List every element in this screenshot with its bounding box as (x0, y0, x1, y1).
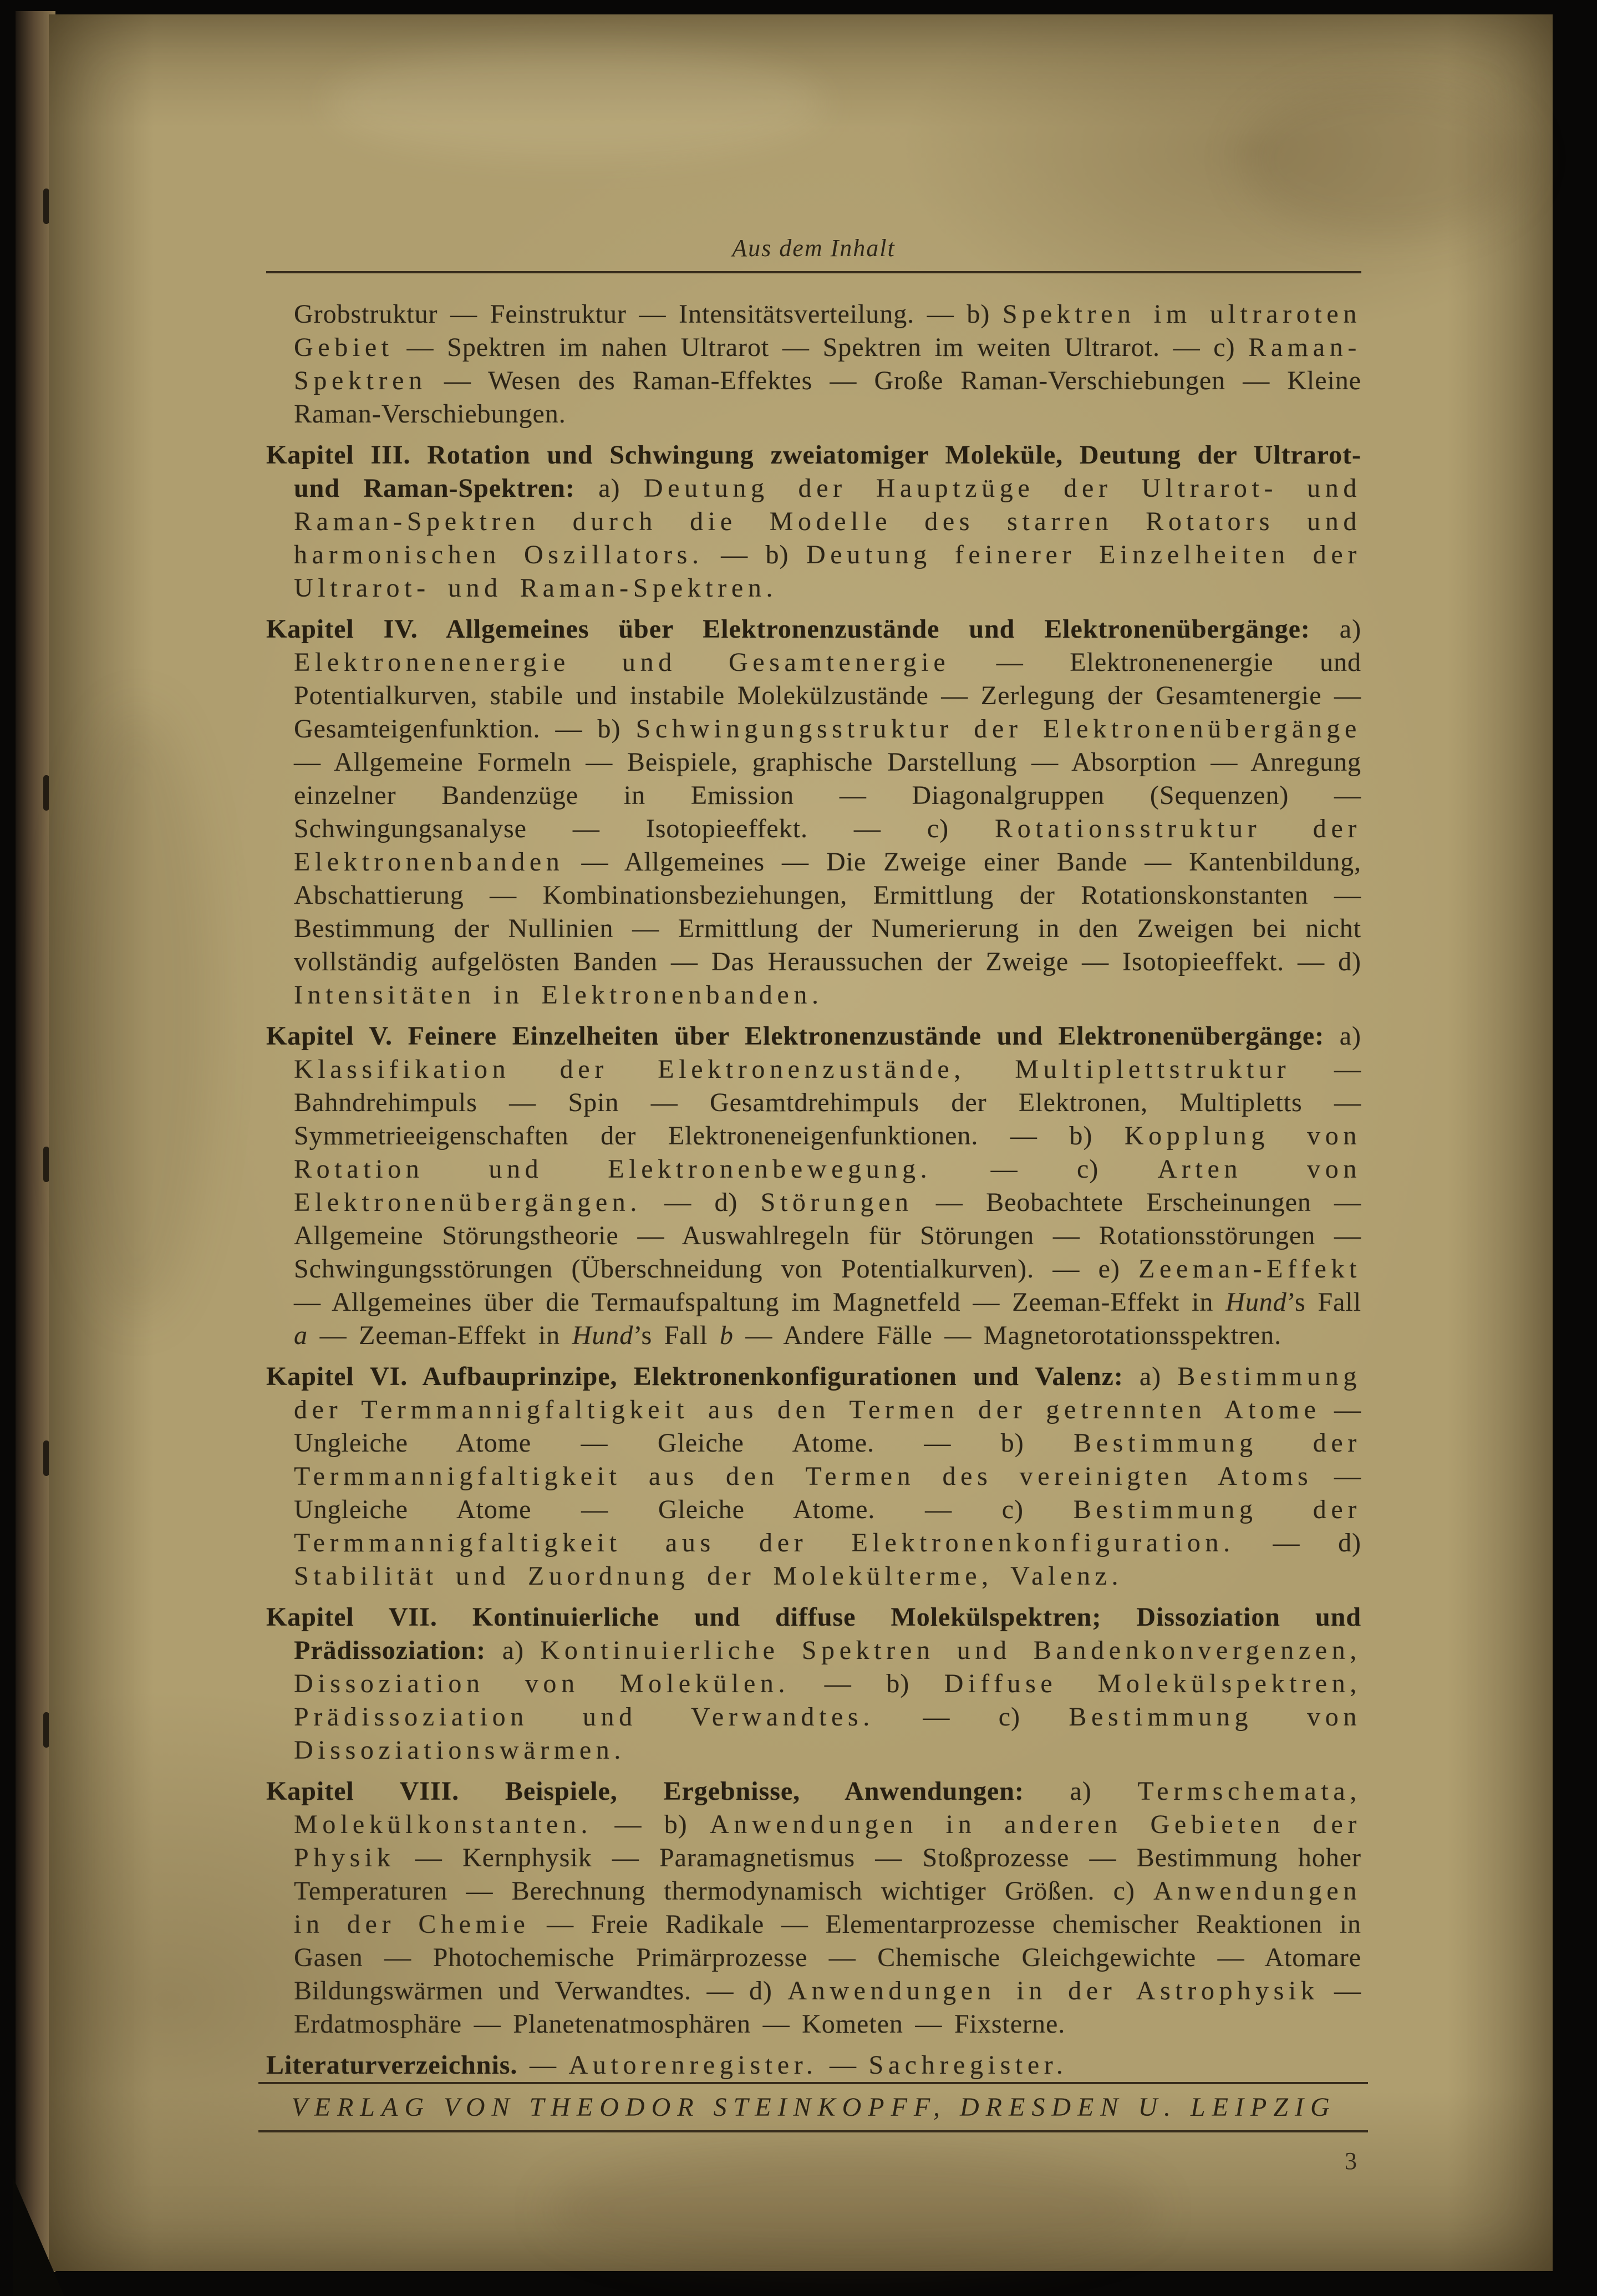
toc-text-segment: Stabilität und Zuordnung der Molekülterme, Valenz. (294, 1561, 1123, 1591)
toc-text-segment: — c) (874, 1702, 1069, 1732)
toc-text-segment: Bestimmung von Dissoziationswärmen. (294, 1702, 1361, 1765)
toc-text-segment: — Erdatmosphäre — Planetenatmosphären — Kometen — Fixsterne. (294, 1976, 1361, 2039)
header-rule (266, 271, 1361, 273)
toc-text-segment: — Ungleiche Atome — Gleiche Atome. — c) (294, 1462, 1361, 1524)
publisher-block (266, 2082, 1361, 2132)
toc-text-segment: Bestimmung der Termmannigfaltigkeit aus den Termen der getrennten Atome (294, 1362, 1361, 1424)
toc-text-segment: Kopplung von Rotation und Elektronenbewegung. (294, 1121, 1361, 1184)
toc-paragraph (266, 1601, 1361, 1767)
toc-text-segment: Termschemata, Molekülkonstanten. (294, 1776, 1361, 1839)
toc-text-segment: — Beobachtete Erscheinungen — Allgemeine Störungstheorie — Auswahlregeln für Störungen — Rotationsstörungen — Schwingungsstörungen (Überschneidung von Potentialkurven). — e) (294, 1188, 1361, 1284)
toc-text-segment: — Spektren im nahen Ultrarot — Spektren im weiten Ultrarot. — c) (393, 333, 1249, 362)
toc-text-segment: a) (486, 1636, 541, 1665)
toc-text-segment: Sachregister. (868, 2050, 1068, 2080)
toc-text-segment: — b) (703, 540, 806, 569)
toc-text-segment: — Allgemeines — Die Zweige einer Bande — Kantenbildung, Abschattierung — Kombinationsbeziehungen, Ermittlung der Rotationskonstanten — Bestimmung der Nullinien — Ermittlung der Numerierung in den Zweigen bei nicht vollständig aufgelösten Banden — Das Heraussuchen der Zweige — Isotopieeffekt. — d) (294, 847, 1361, 976)
toc-text-segment: Störungen (760, 1188, 913, 1217)
toc-text-segment: Autorenregister. (568, 2050, 818, 2080)
toc-text-segment: Kontinuierliche Spektren und Bandenkonvergenzen, Dissoziation von Molekülen. (294, 1636, 1361, 1698)
publisher-rule-top (258, 2082, 1368, 2084)
toc-paragraph (294, 298, 1361, 431)
toc-text-segment: Anwendungen in anderen Gebieten der Physik (294, 1810, 1361, 1872)
toc-text-segment: — (817, 2050, 869, 2080)
toc-text-segment: Literaturverzeichnis. (266, 2050, 518, 2080)
toc-text-segment: ’s Fall (1286, 1287, 1361, 1317)
toc-text-segment: Schwingungsstruktur der Elektronenübergänge (635, 714, 1362, 744)
toc-text-segment: — d) (1234, 1528, 1361, 1557)
toc-text-segment: — (517, 2050, 569, 2080)
toc-paragraph (266, 613, 1361, 1012)
toc-paragraph (266, 1360, 1361, 1593)
toc-paragraph (266, 2049, 1361, 2082)
toc-text-segment: Diffuse Molekülspektren, Prädissoziation und Verwandtes. (294, 1669, 1361, 1732)
toc-text-segment: — Wesen des Raman-Effektes — Große Raman-Verschiebungen — Kleine Raman-Verschiebungen. (294, 366, 1361, 429)
toc-text-segment: — d) (642, 1188, 761, 1217)
toc-text-segment: Anwendungen in der Chemie (294, 1876, 1361, 1939)
toc-text-segment: Kapitel IV. Allgemeines über Elektronenzustände und Elektronenübergänge: (266, 614, 1310, 644)
toc-text-segment: Hund (1225, 1287, 1287, 1317)
toc-text-segment: — Ungleiche Atome — Gleiche Atome. — b) (294, 1395, 1361, 1458)
toc-text-segment: Elektronenenergie und Gesamtenergie (294, 648, 950, 677)
toc-text-segment: Raman-Spektren (294, 333, 1361, 395)
toc-text-segment: Spektren im ultraroten Gebiet (294, 299, 1361, 362)
toc-text-segment: — Allgemeine Formeln — Beispiele, graphische Darstellung — Absorption — Anregung einzelner Bandenzüge in Emission — Diagonalgruppen (Sequenzen) — Schwingungsanalyse — Isotopieeffekt. — c) (294, 747, 1361, 843)
page-number: 3 (1345, 2147, 1357, 2175)
publisher-rule-bottom (258, 2130, 1368, 2132)
toc-text-segment: a) (1024, 1776, 1138, 1806)
page-content (266, 14, 1361, 2175)
toc-text-segment: b (719, 1321, 734, 1350)
toc-text-segment: Bestimmung der Termmannigfaltigkeit aus den Termen des vereinigten Atoms (294, 1428, 1361, 1491)
toc-text-segment: a) (574, 474, 644, 503)
toc-text-segment: Bestimmung der Termmannigfaltigkeit aus der Elektronenkonfiguration. (294, 1495, 1361, 1557)
toc-text-segment: — c) (932, 1154, 1158, 1184)
toc-text-segment: Rotationsstruktur der Elektronenbanden (294, 814, 1362, 877)
toc-text-segment: — Kernphysik — Paramagnetismus — Stoßprozesse — Bestimmung hoher Temperaturen — Berechnung thermodynamisch wichtiger Größen. c) (294, 1843, 1361, 1906)
book-page (49, 14, 1553, 2271)
toc-text-segment: Hund (572, 1321, 634, 1350)
toc-paragraph (266, 1020, 1361, 1352)
toc-text-segment: — b) (592, 1810, 710, 1839)
toc-text-segment: — Zeeman-Effekt in (307, 1321, 572, 1350)
toc-text-segment: Kapitel VII. Kontinuierliche und diffuse Molekülspektren; Dissoziation und Prädissoziation: (266, 1602, 1361, 1665)
toc-text-segment: Kapitel V. Feinere Einzelheiten über Elektronenzustände und Elektronenübergänge: (266, 1021, 1325, 1051)
toc-text-segment: — Freie Radikale — Elementarprozesse chemischer Reaktionen in Gasen — Photochemische Primärprozesse — Chemische Gleichgewichte — Atomare Bildungswärmen und Verwandtes. — d) (294, 1910, 1361, 2005)
toc-text-segment: a (294, 1321, 308, 1350)
toc-text-segment: — b) (790, 1669, 944, 1698)
toc-text-segment: Arten von Elektronenübergängen. (294, 1154, 1361, 1217)
toc-text-segment: Grobstruktur — Feinstruktur — Intensitätsverteilung. — b) (294, 299, 1003, 329)
toc-text-segment: Deutung feinerer Einzelheiten der Ultrarot- und Raman-Spektren. (294, 540, 1361, 603)
toc-text-segment: Kapitel VI. Aufbauprinzipe, Elektronenkonfigurationen und Valenz: (266, 1362, 1123, 1391)
toc-text-segment: a) (1310, 614, 1362, 644)
toc-text-segment: Intensitäten in Elektronenbanden. (294, 980, 823, 1010)
toc-text-segment: Zeeman-Effekt (1138, 1254, 1361, 1284)
publisher-line: VERLAG VON THEODOR STEINKOPFF, DRESDEN U. LEIPZIG (291, 2093, 1336, 2122)
toc-text-segment: Klassifikation der Elektronenzustände, Multiplettstruktur (294, 1055, 1291, 1084)
toc-text-segment: — Andere Fälle — Magnetorotationsspektren. (733, 1321, 1282, 1350)
toc-text-segment: a) (1324, 1021, 1362, 1051)
toc-text-segment: — Elektronenenergie und Potentialkurven, stabile und instabile Molekülzustände — Zerlegung der Gesamtenergie — Gesamteigenfunktion. — b) (294, 648, 1361, 744)
toc-paragraph (266, 439, 1361, 605)
toc-text-segment: Anwendungen in der Astrophysik (787, 1976, 1319, 2005)
toc-text-segment: a) (1123, 1362, 1178, 1391)
toc-text-segment: ’s Fall (633, 1321, 720, 1350)
toc-text-segment: — Allgemeines über die Termaufspaltung im Magnetfeld — Zeeman-Effekt in (294, 1287, 1226, 1317)
toc-text-segment: Kapitel III. Rotation und Schwingung zweiatomiger Moleküle, Deutung der Ultrarot- und Raman-Spektren: (266, 440, 1361, 503)
running-header-title: Aus dem Inhalt (732, 235, 896, 262)
paper-stain (65, 707, 210, 1317)
toc-text-segment: Kapitel VIII. Beispiele, Ergebnisse, Anwendungen: (266, 1776, 1024, 1806)
toc-text-segment: Deutung der Hauptzüge der Ultrarot- und Raman-Spektren durch die Modelle des starren Rotators und harmonischen Oszillators. (294, 474, 1361, 569)
toc-paragraphs (266, 298, 1361, 2082)
toc-text-segment: — Bahndrehimpuls — Spin — Gesamtdrehimpuls der Elektronen, Multipletts — Symmetrieeigenschaften der Elektroneneigenfunktionen. — b) (294, 1055, 1362, 1150)
toc-paragraph (266, 1775, 1361, 2041)
